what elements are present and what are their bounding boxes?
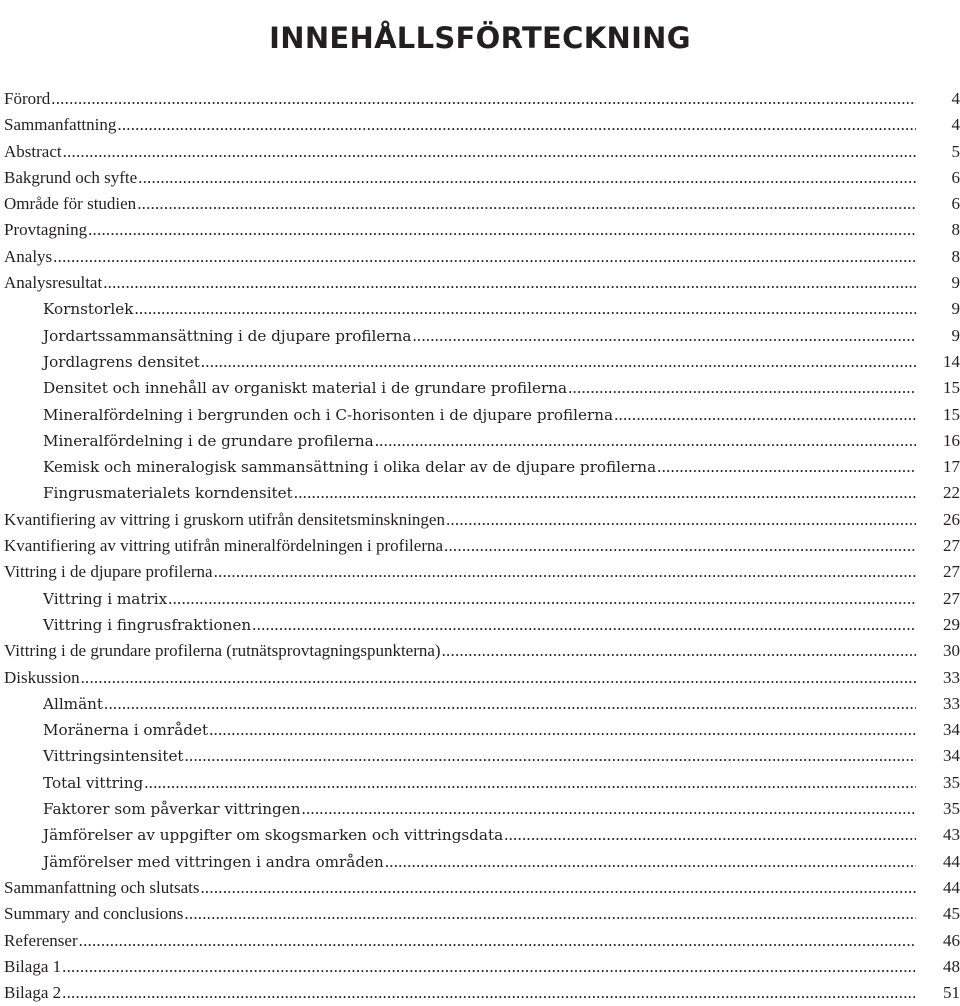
toc-entry[interactable] [4, 796, 960, 822]
dot-leader [412, 323, 916, 349]
toc-entry[interactable] [4, 849, 960, 875]
dot-leader [53, 244, 916, 270]
toc-entry-title: Jämförelser av uppgifter om skogsmarken och vittringsdata [43, 826, 504, 845]
toc-entry-title: Densitet och innehåll av organiskt material i de grundare profilerna [43, 379, 568, 398]
toc-entry-page-number: 9 [951, 273, 960, 293]
toc-entry-title: Abstract [4, 141, 62, 161]
toc-entry[interactable] [4, 454, 960, 480]
dot-leader [134, 296, 916, 322]
toc-entry-title: Analysresultat [4, 273, 103, 293]
toc-entry-title: Faktorer som påverkar vittringen [43, 800, 301, 819]
toc-entry-page-number: 5 [951, 141, 960, 161]
toc-entry[interactable] [4, 112, 960, 138]
toc-entry-page-number: 9 [951, 299, 960, 319]
dot-leader [614, 402, 916, 428]
dot-leader [63, 139, 916, 165]
toc-entry-title: Kvantifiering av vittring i gruskorn utifrån densitetsminskningen [4, 509, 445, 529]
toc-entry-title: Moränerna i området [43, 721, 209, 740]
dot-leader [375, 428, 916, 454]
toc-entry-title: Jordartssammansättning i de djupare profilerna [43, 326, 412, 345]
toc-entry-title: Summary and conclusions [4, 904, 184, 924]
toc-entry[interactable] [4, 717, 960, 743]
table-of-contents [4, 86, 960, 1006]
toc-entry-title: Analys [4, 246, 53, 266]
dot-leader [442, 638, 916, 664]
dot-leader [446, 507, 916, 533]
toc-entry[interactable] [4, 928, 960, 954]
toc-entry-title: Referenser [4, 930, 78, 950]
toc-entry-title: Vittring i de djupare profilerna [4, 562, 213, 582]
toc-entry-page-number: 15 [943, 404, 960, 424]
toc-entry-page-number: 48 [943, 956, 960, 976]
toc-entry[interactable] [4, 586, 960, 612]
toc-entry[interactable] [4, 270, 960, 296]
dot-leader [88, 217, 916, 243]
toc-entry-page-number: 27 [943, 562, 960, 582]
toc-entry[interactable] [4, 559, 960, 585]
toc-entry-page-number: 4 [951, 89, 960, 108]
toc-entry-title: Jämförelser med vittringen i andra områden [43, 852, 384, 871]
toc-entry-page-number: 30 [943, 641, 960, 661]
toc-entry-title: Vittring i de grundare profilerna (rutnätsprovtagningspunkterna) [4, 641, 441, 661]
toc-entry-page-number: 33 [943, 693, 960, 713]
toc-entry-title: Total vittring [43, 773, 144, 792]
toc-entry[interactable] [4, 743, 960, 769]
toc-entry[interactable] [4, 901, 960, 927]
dot-leader [138, 165, 916, 191]
dot-leader [79, 928, 916, 954]
dot-leader [168, 586, 916, 612]
toc-entry-page-number: 6 [951, 194, 960, 214]
toc-entry-page-number: 44 [943, 851, 960, 871]
toc-entry-title: Bakgrund och syfte [4, 167, 138, 187]
toc-entry-title: Förord [4, 89, 51, 108]
dot-leader [201, 349, 916, 375]
toc-entry-page-number: 6 [951, 167, 960, 187]
toc-entry-page-number: 16 [943, 430, 960, 450]
toc-entry[interactable] [4, 954, 960, 980]
dot-leader [200, 875, 916, 901]
toc-entry-title: Sammanfattning och slutsats [4, 877, 200, 897]
dot-leader [144, 770, 916, 796]
dot-leader [252, 612, 916, 638]
toc-entry[interactable] [4, 191, 960, 217]
toc-entry-title: Allmänt [43, 694, 104, 713]
toc-entry-title: Kvantifiering av vittring utifrån mineralfördelningen i profilerna [4, 536, 444, 556]
toc-entry[interactable] [4, 217, 960, 243]
toc-entry-page-number: 9 [951, 325, 960, 345]
toc-entry[interactable] [4, 507, 960, 533]
toc-entry[interactable] [4, 296, 960, 322]
toc-entry-page-number: 34 [943, 746, 960, 766]
dot-leader [137, 191, 916, 217]
toc-entry-title: Bilaga 2 [4, 983, 62, 1003]
toc-entry-page-number: 45 [943, 904, 960, 924]
toc-entry[interactable] [4, 770, 960, 796]
dot-leader [62, 954, 916, 980]
toc-entry[interactable] [4, 822, 960, 848]
toc-entry-page-number: 29 [943, 614, 960, 634]
toc-entry-page-number: 22 [943, 483, 960, 503]
toc-entry-page-number: 51 [943, 983, 960, 1003]
toc-entry-title: Jordlagrens densitet [43, 352, 200, 371]
toc-entry[interactable] [4, 86, 960, 112]
toc-entry[interactable] [4, 428, 960, 454]
toc-entry[interactable] [4, 375, 960, 401]
dot-leader [81, 665, 916, 691]
toc-entry-title: Provtagning [4, 220, 88, 240]
toc-entry-title: Vittring i matrix [43, 589, 168, 608]
dot-leader [385, 849, 916, 875]
toc-entry-page-number: 35 [943, 799, 960, 819]
toc-entry-page-number: 17 [943, 457, 960, 477]
dot-leader [568, 375, 916, 401]
toc-entry-page-number: 27 [943, 536, 960, 556]
dot-leader [51, 86, 916, 112]
toc-entry-page-number: 35 [943, 772, 960, 792]
toc-entry-page-number: 34 [943, 720, 960, 740]
toc-entry-title: Vittring i fingrusfraktionen [43, 615, 252, 634]
toc-entry-title: Kornstorlek [43, 300, 134, 319]
toc-entry-title: Mineralfördelning i bergrunden och i C-horisonten i de djupare profilerna [43, 405, 614, 424]
toc-entry[interactable] [4, 665, 960, 691]
toc-entry-page-number: 8 [951, 220, 960, 240]
toc-entry[interactable] [4, 349, 960, 375]
dot-leader [209, 717, 916, 743]
toc-entry-page-number: 8 [951, 246, 960, 266]
dot-leader [444, 533, 916, 559]
toc-entry-page-number: 44 [943, 877, 960, 897]
toc-entry[interactable] [4, 139, 960, 165]
toc-entry-title: Vittringsintensitet [43, 747, 184, 766]
toc-entry-title: Diskussion [4, 667, 80, 687]
toc-entry-page-number: 27 [943, 588, 960, 608]
toc-entry-page-number: 15 [943, 378, 960, 398]
toc-entry[interactable] [4, 323, 960, 349]
toc-entry[interactable] [4, 244, 960, 270]
toc-entry-title: Sammanfattning [4, 115, 117, 135]
toc-entry[interactable] [4, 980, 960, 1006]
dot-leader [657, 454, 916, 480]
dot-leader [302, 796, 917, 822]
toc-entry-page-number: 43 [943, 825, 960, 845]
toc-entry[interactable] [4, 402, 960, 428]
dot-leader [117, 112, 916, 138]
toc-entry-title: Mineralfördelning i de grundare profilerna [43, 431, 374, 450]
toc-entry[interactable] [4, 612, 960, 638]
dot-leader [214, 559, 916, 585]
toc-entry[interactable] [4, 165, 960, 191]
dot-leader [62, 980, 916, 1006]
toc-entry-page-number: 33 [943, 667, 960, 687]
toc-entry[interactable] [4, 875, 960, 901]
toc-entry[interactable] [4, 638, 960, 664]
toc-entry-title: Kemisk och mineralogisk sammansättning i olika delar av de djupare profilerna [43, 458, 657, 477]
dot-leader [104, 691, 916, 717]
toc-entry-title: Fingrusmaterialets korndensitet [43, 484, 293, 503]
toc-entry-title: Område för studien [4, 194, 137, 214]
toc-entry-page-number: 26 [943, 509, 960, 529]
dot-leader [185, 743, 916, 769]
toc-entry-title: Bilaga 1 [4, 956, 62, 976]
toc-entry[interactable] [4, 691, 960, 717]
toc-entry[interactable] [4, 533, 960, 559]
toc-entry-page-number: 46 [943, 930, 960, 950]
toc-entry-page-number: 4 [951, 115, 960, 135]
toc-entry[interactable] [4, 480, 960, 506]
dot-leader [294, 480, 916, 506]
toc-entry-page-number: 14 [943, 351, 960, 371]
dot-leader [504, 822, 916, 848]
dot-leader [184, 901, 916, 927]
dot-leader [103, 270, 916, 296]
page-title: INNEHÅLLSFÖRTECKNING [269, 21, 691, 56]
